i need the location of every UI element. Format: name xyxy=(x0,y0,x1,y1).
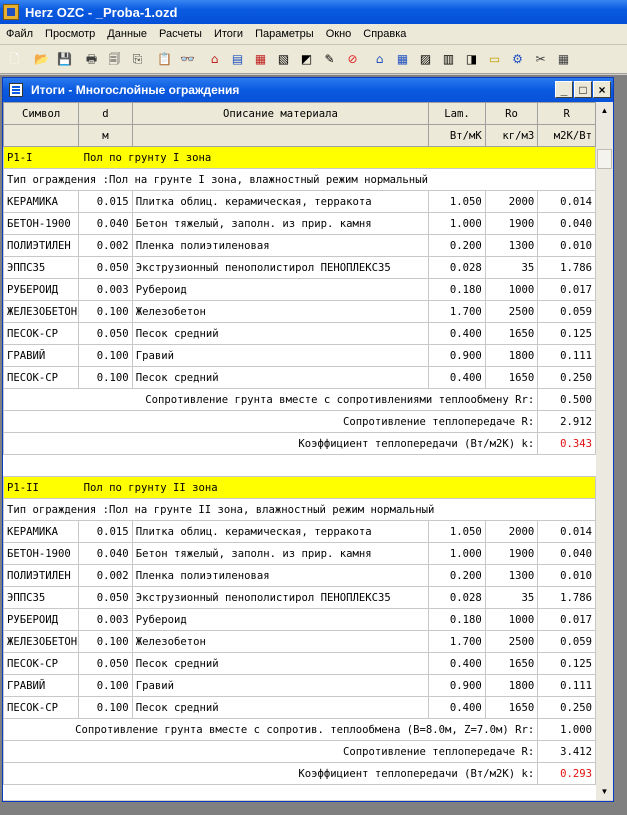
summary-value: 2.912 xyxy=(538,411,596,433)
unit-cell: м2К/Вт xyxy=(538,125,596,147)
table-row[interactable] xyxy=(4,587,596,609)
copy-button[interactable] xyxy=(126,48,149,71)
table-cell: 2500 xyxy=(485,631,538,653)
settings-button[interactable] xyxy=(506,48,529,71)
table-cell: Гравий xyxy=(132,345,429,367)
table-row[interactable] xyxy=(4,279,596,301)
table-cell: Бетон тяжелый, заполн. из прир. камня xyxy=(132,213,429,235)
summary-row xyxy=(4,433,596,455)
table-cell: 1.700 xyxy=(429,301,486,323)
house-button[interactable] xyxy=(368,48,391,71)
table-cell: 0.050 xyxy=(79,257,133,279)
table-cell: 0.003 xyxy=(79,279,133,301)
table-cell: 0.250 xyxy=(538,367,596,389)
edit-button[interactable] xyxy=(318,48,341,71)
table-cell: 0.400 xyxy=(429,653,486,675)
table-cell: Железобетон xyxy=(132,631,429,653)
table-cell: ПЕСОК-СР xyxy=(4,367,79,389)
building-button[interactable] xyxy=(203,48,226,71)
table-cell: 1300 xyxy=(485,235,538,257)
table-cell: Пленка полиэтиленовая xyxy=(132,565,429,587)
summary-row xyxy=(4,411,596,433)
table-cell: 0.100 xyxy=(79,301,133,323)
minimize-button[interactable]: _ xyxy=(555,81,573,98)
table-cell: 0.028 xyxy=(429,257,486,279)
menu-item[interactable]: Расчеты xyxy=(159,28,202,40)
summary-row xyxy=(4,389,596,411)
table-cell: 0.400 xyxy=(429,367,486,389)
print-icon: 🖶 xyxy=(85,52,98,66)
table-row[interactable] xyxy=(4,323,596,345)
table-cell: Экструзионный пенополистирол ПЕНОПЛЕКС35 xyxy=(132,587,429,609)
table-cell: 0.010 xyxy=(538,235,596,257)
column-header[interactable]: Описание материала xyxy=(132,103,429,125)
summary-value: 1.000 xyxy=(538,719,596,741)
table-cell: 0.010 xyxy=(538,565,596,587)
table-cell: ЖЕЛЕЗОБЕТОН xyxy=(4,301,79,323)
table-cell: 0.017 xyxy=(538,609,596,631)
results-content xyxy=(3,102,596,800)
summary-row xyxy=(4,719,596,741)
table-cell: 1650 xyxy=(485,367,538,389)
table-cell: 1.000 xyxy=(429,543,486,565)
table-cell: 2500 xyxy=(485,301,538,323)
open-icon: 📂 xyxy=(34,52,49,66)
table-cell: ПЕСОК-СР xyxy=(4,653,79,675)
layers-table xyxy=(3,102,596,785)
table-cell: 1.786 xyxy=(538,587,596,609)
new-button[interactable] xyxy=(3,48,26,71)
column-header[interactable]: Lam. xyxy=(429,103,486,125)
hatch-icon: ▧ xyxy=(277,52,290,66)
maximize-button[interactable]: □ xyxy=(574,81,592,98)
menu-bar xyxy=(0,24,627,45)
table-cell: ПОЛИЭТИЛЕН xyxy=(4,235,79,257)
table-icon: ▦ xyxy=(557,52,570,66)
table-cell: 1650 xyxy=(485,697,538,719)
table-cell: 0.014 xyxy=(538,521,596,543)
stop-button[interactable] xyxy=(341,48,364,71)
type-row xyxy=(4,499,596,521)
menu-item[interactable]: Параметры xyxy=(255,28,314,40)
table-cell: 0.028 xyxy=(429,587,486,609)
table-row[interactable] xyxy=(4,521,596,543)
window-icon: ▦ xyxy=(396,52,409,66)
table-cell: 0.040 xyxy=(538,543,596,565)
table-row[interactable] xyxy=(4,697,596,719)
table-row[interactable] xyxy=(4,653,596,675)
table-cell: 0.040 xyxy=(79,543,133,565)
section-code: P1-I xyxy=(4,147,79,169)
scroll-down-button[interactable]: ▼ xyxy=(600,787,609,796)
table-cell: Гравий xyxy=(132,675,429,697)
table-row[interactable] xyxy=(4,213,596,235)
table-cell: Бетон тяжелый, заполн. из прир. камня xyxy=(132,543,429,565)
find-icon: 👓 xyxy=(180,52,195,66)
table-cell: Песок средний xyxy=(132,697,429,719)
table-cell: 0.900 xyxy=(429,345,486,367)
table-row[interactable] xyxy=(4,367,596,389)
type-row xyxy=(4,169,596,191)
window-button[interactable] xyxy=(391,48,414,71)
table-cell: ГРАВИЙ xyxy=(4,345,79,367)
table-row[interactable] xyxy=(4,565,596,587)
table-cell: 0.017 xyxy=(538,279,596,301)
table-cell: 0.111 xyxy=(538,675,596,697)
table-cell: Пленка полиэтиленовая xyxy=(132,235,429,257)
table-cell: ПЕСОК-СР xyxy=(4,323,79,345)
table-row[interactable] xyxy=(4,191,596,213)
table-cell: 0.125 xyxy=(538,323,596,345)
table-cell: 1300 xyxy=(485,565,538,587)
table-cell: 0.100 xyxy=(79,675,133,697)
table-row[interactable] xyxy=(4,345,596,367)
type-line: Тип ограждения :Пол на грунте I зона, влажностный режим нормальный xyxy=(4,169,596,191)
layer-button[interactable] xyxy=(295,48,318,71)
radiator-icon: ▭ xyxy=(488,52,501,66)
table-cell: Плитка облиц. керамическая, терракота xyxy=(132,521,429,543)
column-header[interactable]: Символ xyxy=(4,103,79,125)
unit-cell: кг/м3 xyxy=(485,125,538,147)
tools-icon: ✂ xyxy=(535,52,546,66)
mdi-area xyxy=(0,75,627,815)
table-cell: 0.040 xyxy=(79,213,133,235)
table-cell: 0.100 xyxy=(79,631,133,653)
wall-hatch-button[interactable] xyxy=(414,48,437,71)
stop-icon: ⊘ xyxy=(347,52,358,66)
summary-label: Сопротивление грунта вместе с сопротив. теплообмена (B=8.0м, Z=7.0м) Rr: xyxy=(4,719,538,741)
table-cell: Плитка облиц. керамическая, терракота xyxy=(132,191,429,213)
var-icon: ▤ xyxy=(231,52,244,66)
table-row[interactable] xyxy=(4,543,596,565)
table-cell: ЭППС35 xyxy=(4,587,79,609)
app-title: Herz OZC - _Proba-1.ozd xyxy=(25,4,178,20)
find-button[interactable] xyxy=(176,48,199,71)
layer-icon: ◩ xyxy=(300,52,313,66)
table-cell: 0.050 xyxy=(79,323,133,345)
summary-label: Сопротивление теплопередаче R: xyxy=(4,411,538,433)
table-cell: 0.100 xyxy=(79,367,133,389)
table-cell: 0.059 xyxy=(538,631,596,653)
table-cell: ПЕСОК-СР xyxy=(4,697,79,719)
table-cell: 0.050 xyxy=(79,653,133,675)
menu-item[interactable]: Файл xyxy=(6,28,34,40)
spacer-row xyxy=(4,455,596,477)
table-cell: 0.111 xyxy=(538,345,596,367)
hatch-button[interactable] xyxy=(272,48,295,71)
open-button[interactable] xyxy=(30,48,53,71)
table-cell: 0.100 xyxy=(79,345,133,367)
results-window xyxy=(2,77,614,802)
print-preview-button[interactable] xyxy=(103,48,126,71)
table-cell: 0.014 xyxy=(538,191,596,213)
save-button[interactable] xyxy=(53,48,76,71)
table-cell: 35 xyxy=(485,257,538,279)
table-cell: 0.180 xyxy=(429,279,486,301)
table-row[interactable] xyxy=(4,301,596,323)
table-cell: 1.700 xyxy=(429,631,486,653)
table-row[interactable] xyxy=(4,675,596,697)
settings-icon: ⚙ xyxy=(512,52,523,66)
section-code: P1-II xyxy=(4,477,79,499)
unit-cell: м xyxy=(79,125,133,147)
menu-item[interactable]: Окно xyxy=(325,28,352,40)
table-cell: Рубероид xyxy=(132,279,429,301)
radiator-button[interactable] xyxy=(483,48,506,71)
vertical-scrollbar[interactable] xyxy=(596,102,613,800)
table-cell: 0.125 xyxy=(538,653,596,675)
table-cell: БЕТОН-1900 xyxy=(4,213,79,235)
table-cell: 1000 xyxy=(485,609,538,631)
table-cell: 0.100 xyxy=(79,697,133,719)
wall-icon: ▦ xyxy=(254,52,267,66)
section-header-row[interactable] xyxy=(4,477,596,499)
summary-label: Коэффициент теплопередачи (Вт/м2К) k: xyxy=(4,763,538,785)
table-cell: 0.059 xyxy=(538,301,596,323)
table-cell: Железобетон xyxy=(132,301,429,323)
table-row[interactable] xyxy=(4,257,596,279)
column-header[interactable]: Ro xyxy=(485,103,538,125)
table-cell: Песок средний xyxy=(132,323,429,345)
table-cell: Рубероид xyxy=(132,609,429,631)
summary-label: Коэффициент теплопередачи (Вт/м2К) k: xyxy=(4,433,538,455)
table-cell: 0.003 xyxy=(79,609,133,631)
table-row[interactable] xyxy=(4,631,596,653)
table-cell: 0.002 xyxy=(79,565,133,587)
table-cell: 0.250 xyxy=(538,697,596,719)
table-cell: 0.015 xyxy=(79,521,133,543)
tools-button[interactable] xyxy=(529,48,552,71)
table-cell: 1.050 xyxy=(429,521,486,543)
scroll-up-button[interactable]: ▲ xyxy=(600,106,609,115)
save-icon: 💾 xyxy=(57,52,72,66)
table-cell: ЖЕЛЕЗОБЕТОН xyxy=(4,631,79,653)
table-cell: 35 xyxy=(485,587,538,609)
table-cell: 1900 xyxy=(485,543,538,565)
table-cell: Экструзионный пенополистирол ПЕНОПЛЕКС35 xyxy=(132,257,429,279)
new-icon: 🗋 xyxy=(9,52,20,66)
close-button[interactable]: × xyxy=(593,81,611,98)
table-cell: КЕРАМИКА xyxy=(4,191,79,213)
table-cell: 2000 xyxy=(485,191,538,213)
summary-label: Сопротивление грунта вместе с сопротивлениями теплообмену Rr: xyxy=(4,389,538,411)
units-row xyxy=(4,125,596,147)
door-button[interactable] xyxy=(460,48,483,71)
table-cell: 1.000 xyxy=(429,213,486,235)
table-cell: КЕРАМИКА xyxy=(4,521,79,543)
house-icon: ⌂ xyxy=(375,52,384,66)
table-cell: БЕТОН-1900 xyxy=(4,543,79,565)
menu-item[interactable]: Итоги xyxy=(213,28,244,40)
type-line: Тип ограждения :Пол на грунте II зона, влажностный режим нормальный xyxy=(4,499,596,521)
section-name: Пол по грунту II зона xyxy=(79,477,596,499)
table-cell: 1.786 xyxy=(538,257,596,279)
summary-value: 0.343 xyxy=(538,433,596,455)
print-button[interactable] xyxy=(80,48,103,71)
table-cell: 0.050 xyxy=(79,587,133,609)
results-window-title: Итоги - Многослойные ограждения xyxy=(31,83,240,97)
table-cell: 1800 xyxy=(485,345,538,367)
table-cell: 0.200 xyxy=(429,235,486,257)
unit-cell: Вт/мК xyxy=(429,125,486,147)
menu-item[interactable]: Данные xyxy=(107,28,148,40)
summary-value: 3.412 xyxy=(538,741,596,763)
table-cell: 0.400 xyxy=(429,323,486,345)
table-row[interactable] xyxy=(4,609,596,631)
table-cell: 1000 xyxy=(485,279,538,301)
summary-value: 0.293 xyxy=(538,763,596,785)
building-icon: ⌂ xyxy=(210,52,219,66)
unit-cell xyxy=(4,125,79,147)
table-cell: 0.400 xyxy=(429,697,486,719)
app-title-bar xyxy=(0,0,627,24)
table-cell: 0.900 xyxy=(429,675,486,697)
app-icon xyxy=(3,4,19,20)
copy-icon: ⎘ xyxy=(132,52,143,66)
table-cell: 2000 xyxy=(485,521,538,543)
table-cell: 0.180 xyxy=(429,609,486,631)
column-header[interactable]: d xyxy=(79,103,133,125)
table-cell: ПОЛИЭТИЛЕН xyxy=(4,565,79,587)
table-row[interactable] xyxy=(4,235,596,257)
menu-item[interactable]: Справка xyxy=(363,28,407,40)
table-cell: 0.002 xyxy=(79,235,133,257)
edit-icon: ✎ xyxy=(324,52,335,66)
table-cell: 0.200 xyxy=(429,565,486,587)
table-cell: 0.015 xyxy=(79,191,133,213)
summary-label: Сопротивление теплопередаче R: xyxy=(4,741,538,763)
header-row xyxy=(4,103,596,125)
table-cell: ГРАВИЙ xyxy=(4,675,79,697)
menu-item[interactable]: Просмотр xyxy=(45,28,96,40)
table-cell: Песок средний xyxy=(132,367,429,389)
var-button[interactable] xyxy=(226,48,249,71)
section-header-row[interactable] xyxy=(4,147,596,169)
table-cell: 1900 xyxy=(485,213,538,235)
table-cell: РУБЕРОИД xyxy=(4,609,79,631)
wall-hatch-icon: ▨ xyxy=(419,52,432,66)
table-cell: ЭППС35 xyxy=(4,257,79,279)
section-name: Пол по грунту I зона xyxy=(79,147,596,169)
summary-row xyxy=(4,741,596,763)
table-button[interactable] xyxy=(552,48,575,71)
wall-button[interactable] xyxy=(249,48,272,71)
scroll-thumb[interactable] xyxy=(597,149,612,169)
table-cell: 0.040 xyxy=(538,213,596,235)
print-preview-icon: 🗐 xyxy=(108,52,121,66)
table-cell: 1.050 xyxy=(429,191,486,213)
toolbar xyxy=(0,45,627,74)
table-cell: 1650 xyxy=(485,323,538,345)
table-cell: 1800 xyxy=(485,675,538,697)
summary-row xyxy=(4,763,596,785)
table-cell: 1650 xyxy=(485,653,538,675)
table-cell: РУБЕРОИД xyxy=(4,279,79,301)
summary-value: 0.500 xyxy=(538,389,596,411)
column-header[interactable]: R xyxy=(538,103,596,125)
table-cell: Песок средний xyxy=(132,653,429,675)
results-window-title-bar[interactable] xyxy=(3,78,613,102)
floor-icon: ▥ xyxy=(442,52,455,66)
paste-button[interactable] xyxy=(153,48,176,71)
door-icon: ◨ xyxy=(465,52,478,66)
spacer-cell xyxy=(4,455,596,477)
paste-icon: 📋 xyxy=(157,52,172,66)
floor-button[interactable] xyxy=(437,48,460,71)
unit-cell xyxy=(132,125,429,147)
document-icon xyxy=(9,83,23,97)
